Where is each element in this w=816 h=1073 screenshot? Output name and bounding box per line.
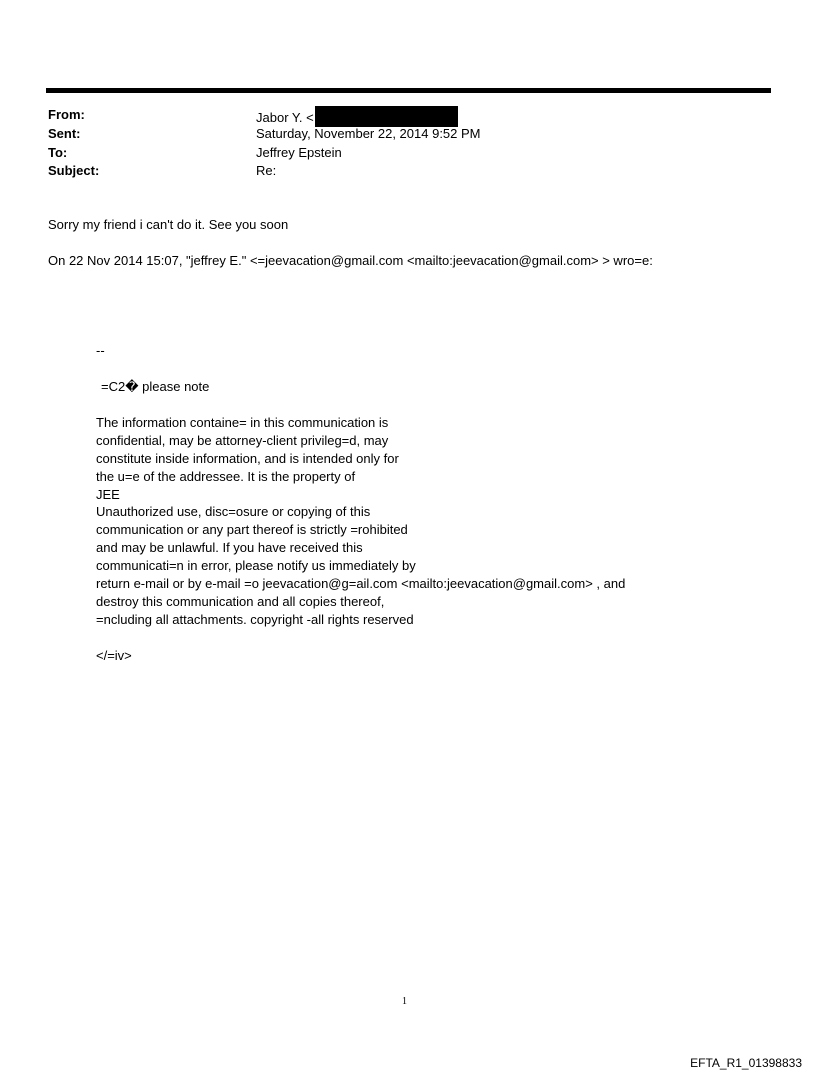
disclaimer-line: and may be unlawful. If you have received this xyxy=(96,540,363,555)
disclaimer-line: The information containe= in this communication is xyxy=(96,415,389,430)
from-label: From: xyxy=(48,107,85,122)
disclaimer-line: Unauthorized use, disc=osure or copying of this xyxy=(96,504,371,519)
subject-value: Re: xyxy=(256,163,277,178)
header-rule xyxy=(46,88,771,93)
to-label: To: xyxy=(48,145,68,160)
closing-tag: </=iv> xyxy=(96,648,132,663)
sent-label: Sent: xyxy=(48,126,81,141)
disclaimer-line: =ncluding all attachments. copyright -all rights reserved xyxy=(96,612,414,627)
subject-label: Subject: xyxy=(48,163,100,178)
from-value xyxy=(256,106,458,127)
redaction-block xyxy=(315,106,458,127)
disclaimer-line: the u=e of the addressee. It is the property of xyxy=(96,469,356,484)
please-note: =C2� please note xyxy=(101,379,210,394)
sent-value: Saturday, November 22, 2014 9:52 PM xyxy=(256,126,481,141)
disclaimer-line: confidential, may be attorney-client privileg=d, may xyxy=(96,433,389,448)
disclaimer-line: communication or any part thereof is strictly =rohibited xyxy=(96,522,408,537)
reply-text: Sorry my friend i can't do it. See you soon xyxy=(48,217,289,232)
disclaimer-line: JEE xyxy=(96,487,120,502)
disclaimer-line: return e-mail or by e-mail =o jeevacation@g=ail.com <mailto:jeevacation@gmail.com> , and xyxy=(96,576,626,591)
quote-intro: On 22 Nov 2014 15:07, "jeffrey E." <=jeevacation@gmail.com <mailto:jeevacation@gmail.com> > wro=e: xyxy=(48,253,653,268)
disclaimer-line: constitute inside information, and is intended only for xyxy=(96,451,399,466)
disclaimer-line: communicati=n in error, please notify us immediately by xyxy=(96,558,416,573)
from-name: Jabor Y. < xyxy=(256,110,314,125)
page-number: 1 xyxy=(402,996,407,1007)
signature-separator: -- xyxy=(96,343,105,358)
disclaimer-line: destroy this communication and all copies thereof, xyxy=(96,594,385,609)
to-value: Jeffrey Epstein xyxy=(256,145,342,160)
bates-number: EFTA_R1_01398833 xyxy=(690,1056,802,1070)
